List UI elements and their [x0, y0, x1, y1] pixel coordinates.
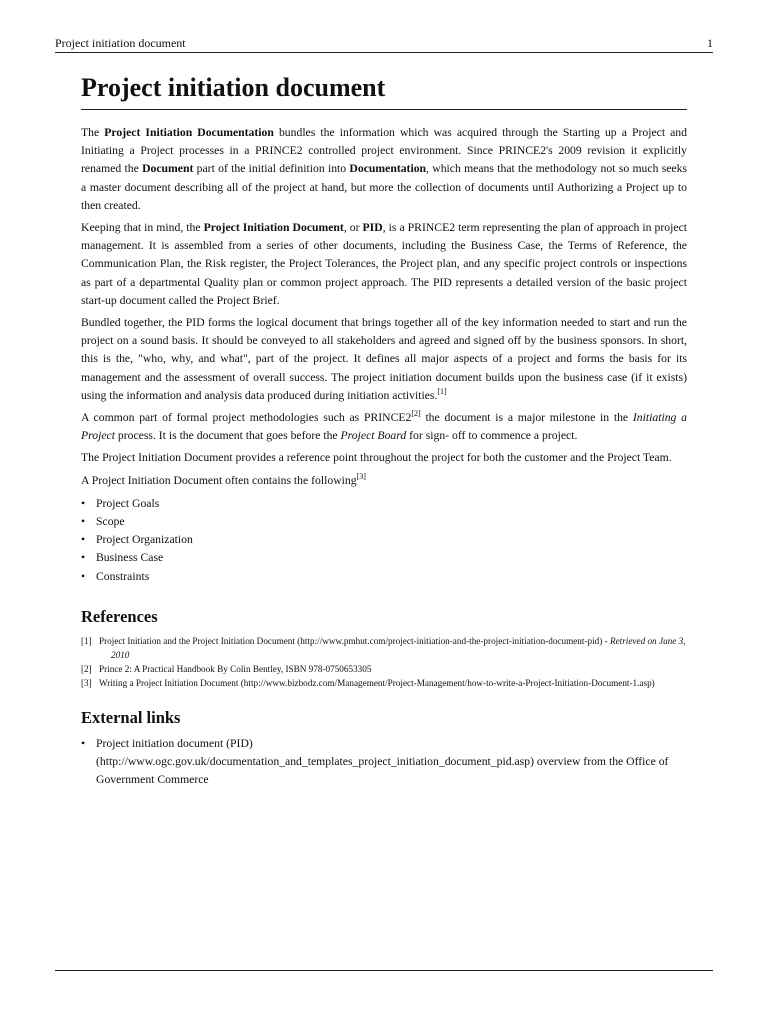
external-links-heading: External links	[81, 707, 181, 727]
references-heading: References	[81, 606, 158, 626]
retrieved-date: Retrieved on June 3, 2010	[111, 635, 686, 661]
bold-term: Project Initiation Document	[203, 221, 344, 235]
list-item: • Business Case	[81, 549, 687, 567]
external-links-list	[81, 735, 687, 790]
reference-number: [3]	[81, 678, 92, 689]
running-title: Project initiation document	[55, 36, 186, 50]
paragraph-contains	[81, 472, 687, 490]
reference-link[interactable]: Writing a Project Initiation Document (http://www.bizbodz.com/Management/Project-Management/how-to-write-a-Project-Initiation-Document-1.asp)	[99, 678, 655, 689]
text-run: Keeping that in mind, the	[81, 221, 204, 235]
reference-item	[81, 662, 687, 676]
paragraph-methodology	[81, 409, 687, 445]
external-link[interactable]: • Project initiation document (PID) (http://www.ogc.gov.uk/documentation_and_templates_project_initiation_document_pid.asp) overview from the Office of Government Commerce	[81, 735, 687, 790]
footer-rule	[55, 970, 713, 971]
running-header	[55, 34, 713, 53]
citation-link[interactable]: [3]	[356, 471, 366, 481]
references-list	[81, 634, 687, 691]
bold-term: PID	[362, 221, 383, 235]
text-run: process. It is the document that goes before the	[114, 429, 341, 443]
list-item: • Project Organization	[81, 531, 687, 549]
reference-number: [2]	[81, 664, 92, 675]
paragraph-intro	[81, 124, 687, 215]
reference-link[interactable]: Project Initiation and the Project Initiation Document (http://www.pmhut.com/project-initiation-and-the-project-initiation-document-pid) -	[99, 635, 610, 646]
reference-item	[81, 676, 687, 690]
bold-term: Documentation	[349, 162, 427, 176]
paragraph-reference-point: The Project Initiation Document provides a reference point throughout the project for both the customer and the Project Team.	[81, 451, 672, 465]
text-run: Bundled together, the PID forms the logical document that brings together all of the key information needed to start and run the project on a sound basis. It should be conveyed to all stakeholders and agreed and signed off by the business sponsors. In short, this is the, "who, why, and what", part of the project. It defines all major aspects of a project and forms the basis for its management and the assessment of overall success. The project initiation document builds upon the business case (if it exists) using the information and analysis data produced during initiation activities.	[81, 316, 687, 402]
paragraph-pid-definition	[81, 219, 687, 310]
page-number: 1	[707, 36, 713, 50]
list-item: • Scope	[81, 513, 687, 531]
page-title: Project initiation document	[81, 70, 687, 110]
text-run: A Project Initiation Document often contains the following	[81, 473, 357, 487]
contents-list	[81, 495, 687, 586]
text-run: the document is a major milestone in the	[420, 411, 633, 425]
reference-number: [1]	[81, 635, 92, 646]
text-run: bundles the information which was acquired through the Starting up a Project and Initiating a Project processes in a PRINCE2 controlled project environment. Since PRINCE2's 2009 revision it explicitly renamed the	[81, 126, 687, 176]
text-run: A common part of formal project methodologies such as PRINCE2	[81, 411, 412, 425]
text-run: The	[81, 126, 105, 139]
text-run: for sign- off to commence a project.	[406, 429, 578, 443]
citation-link[interactable]: [2]	[411, 409, 421, 419]
italic-term: Initiating a Project	[81, 411, 687, 443]
list-item: • Project Goals	[81, 495, 687, 513]
paragraph-bundled	[81, 314, 687, 405]
citation-link[interactable]: [1]	[437, 386, 447, 396]
italic-term: Project Board	[340, 429, 407, 443]
text-run: , or	[343, 221, 363, 235]
bold-term: Project Initiation Documentation	[104, 126, 274, 139]
text-run: , is a PRINCE2 term representing the plan of approach in project management. It is assembled from a series of other documents, including the Business Case, the Terms of Reference, the Communication Plan, the Risk register, the Project Tolerances, the Project plan, and any specific project controls or inspections as part of a departmental Quality plan or common project approach. The PID represents a detailed version of the basic project start-up document called the Project Brief.	[81, 221, 688, 307]
bold-term: Document	[142, 162, 194, 176]
reference-item	[81, 634, 687, 662]
text-run: , which means that the methodology not so much seeks a master document describing all of the project at hand, but more the collection of documents until Authorizing a Project up to then created.	[81, 162, 688, 212]
text-run: part of the initial definition into	[193, 162, 350, 176]
article-body	[81, 70, 687, 789]
reference-text: Prince 2: A Practical Handbook By Colin Bentley, ISBN 978-0750653305	[99, 664, 372, 675]
list-item: • Constraints	[81, 568, 687, 586]
